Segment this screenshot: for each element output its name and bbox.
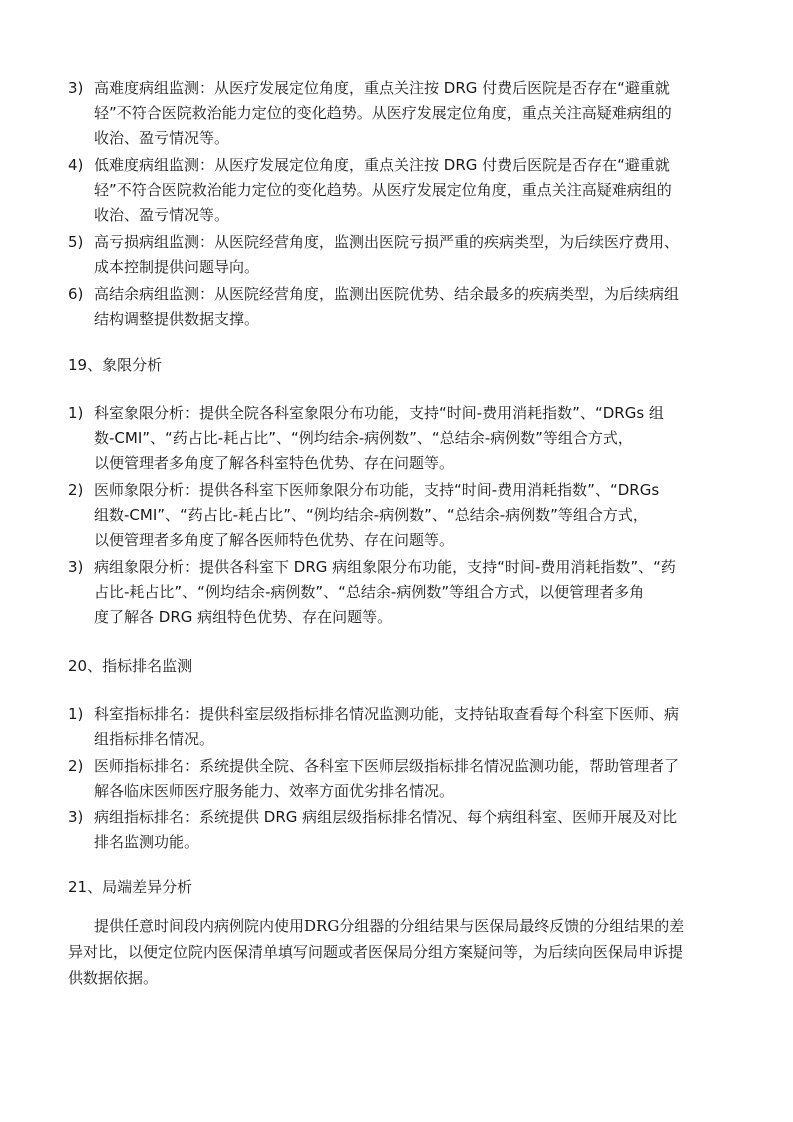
- list-text-line: 以便管理者多角度了解各医师特色优势、存在问题等。: [94, 531, 455, 549]
- list-item: [68, 230, 728, 280]
- list-text-line: 收治、盈亏情况等。: [94, 206, 230, 224]
- list-text-line: 科室象限分析：提供全院各科室象限分布功能，支持“时间-费用消耗指数”、“DRGs 组: [94, 404, 664, 422]
- list-item: [68, 702, 728, 752]
- list-text-line: 解各临床医师医疗服务能力、效率方面优劣排名情况。: [94, 782, 455, 800]
- list-number: 2): [68, 481, 84, 499]
- list-item: [68, 805, 728, 855]
- list-text-line: 病组指标排名：系统提供 DRG 病组层级指标排名情况、每个病组科室、医师开展及对比: [94, 808, 678, 826]
- list-number: 1): [68, 705, 84, 723]
- list-number: 3): [68, 79, 84, 97]
- list-item: [68, 555, 728, 630]
- list-item: [68, 153, 728, 228]
- list-text-line: 度了解各 DRG 病组特色优势、存在问题等。: [94, 608, 393, 626]
- body-paragraph: [68, 913, 728, 991]
- list-number: 4): [68, 156, 84, 174]
- list-item: [68, 282, 728, 332]
- list-text-line: 以便管理者多角度了解各科室特色优势、存在问题等。: [94, 454, 455, 472]
- list-text-line: 医师象限分析：提供各科室下医师象限分布功能，支持“时间-费用消耗指数”、“DRGs: [94, 481, 660, 499]
- list-item: [68, 478, 728, 553]
- list-number: 1): [68, 404, 84, 422]
- paragraph-line: 异对比，以便定位院内医保清单填写问题或者医保局分组方案疑问等，为后续向医保局申诉提: [68, 943, 684, 961]
- list-text-line: 结构调整提供数据支撑。: [94, 310, 260, 328]
- list-item: [68, 401, 728, 476]
- list-number: 2): [68, 757, 84, 775]
- list-text-line: 科室指标排名：提供科室层级指标排名情况监测功能，支持钻取查看每个科室下医师、病: [94, 705, 680, 723]
- list-text-line: 排名监测功能。: [94, 833, 200, 851]
- list-item: [68, 754, 728, 804]
- list-text-line: 高结余病组监测：从医院经营角度，监测出医院优势、结余最多的疾病类型，为后续病组: [94, 285, 680, 303]
- list-number: 3): [68, 808, 84, 826]
- list-text-line: 病组象限分析：提供各科室下 DRG 病组象限分布功能，支持“时间-费用消耗指数”、“药: [94, 558, 676, 576]
- list-text-line: 轻”不符合医院救治能力定位的变化趋势。从医疗发展定位角度，重点关注高疑难病组的: [94, 104, 672, 122]
- section-heading: 19、象限分析: [68, 356, 163, 374]
- list-text-line: 占比-耗占比”、“例均结余-病例数”、“总结余-病例数”等组合方式，以便管理者多角: [94, 583, 645, 601]
- list-text-line: 轻”不符合医院救治能力定位的变化趋势。从医疗发展定位角度，重点关注高疑难病组的: [94, 181, 672, 199]
- list-text-line: 组指标排名情况。: [94, 730, 215, 748]
- list-text-line: 高难度病组监测：从医疗发展定位角度，重点关注按 DRG 付费后医院是否存在“避重就: [94, 79, 670, 97]
- list-text-line: 数-CMI”、“药占比-耗占比”、“例均结余-病例数”、“总结余-病例数”等组合方式，: [94, 429, 633, 447]
- list-item: [68, 76, 728, 151]
- list-number: 6): [68, 285, 84, 303]
- list-text-line: 高亏损病组监测：从医院经营角度，监测出医院亏损严重的疾病类型，为后续医疗费用、: [94, 233, 680, 251]
- list-text-line: 医师指标排名：系统提供全院、各科室下医师层级指标排名情况监测功能，帮助管理者了: [94, 757, 680, 775]
- list-number: 3): [68, 558, 84, 576]
- list-text-line: 成本控制提供问题导向。: [94, 258, 260, 276]
- list-text-line: 组数-CMI”、“药占比-耗占比”、“例均结余-病例数”、“总结余-病例数”等组合方式，: [94, 506, 648, 524]
- section-heading: 21、局端差异分析: [68, 878, 193, 896]
- list-text-line: 收治、盈亏情况等。: [94, 129, 230, 147]
- paragraph-line: 提供任意时间段内病例院内使用DRG分组器的分组结果与医保局最终反馈的分组结果的差: [94, 917, 685, 935]
- list-number: 5): [68, 233, 84, 251]
- list-text-line: 低难度病组监测：从医疗发展定位角度，重点关注按 DRG 付费后医院是否存在“避重就: [94, 156, 670, 174]
- paragraph-line: 供数据依据。: [68, 969, 159, 987]
- section-heading: 20、指标排名监测: [68, 657, 193, 675]
